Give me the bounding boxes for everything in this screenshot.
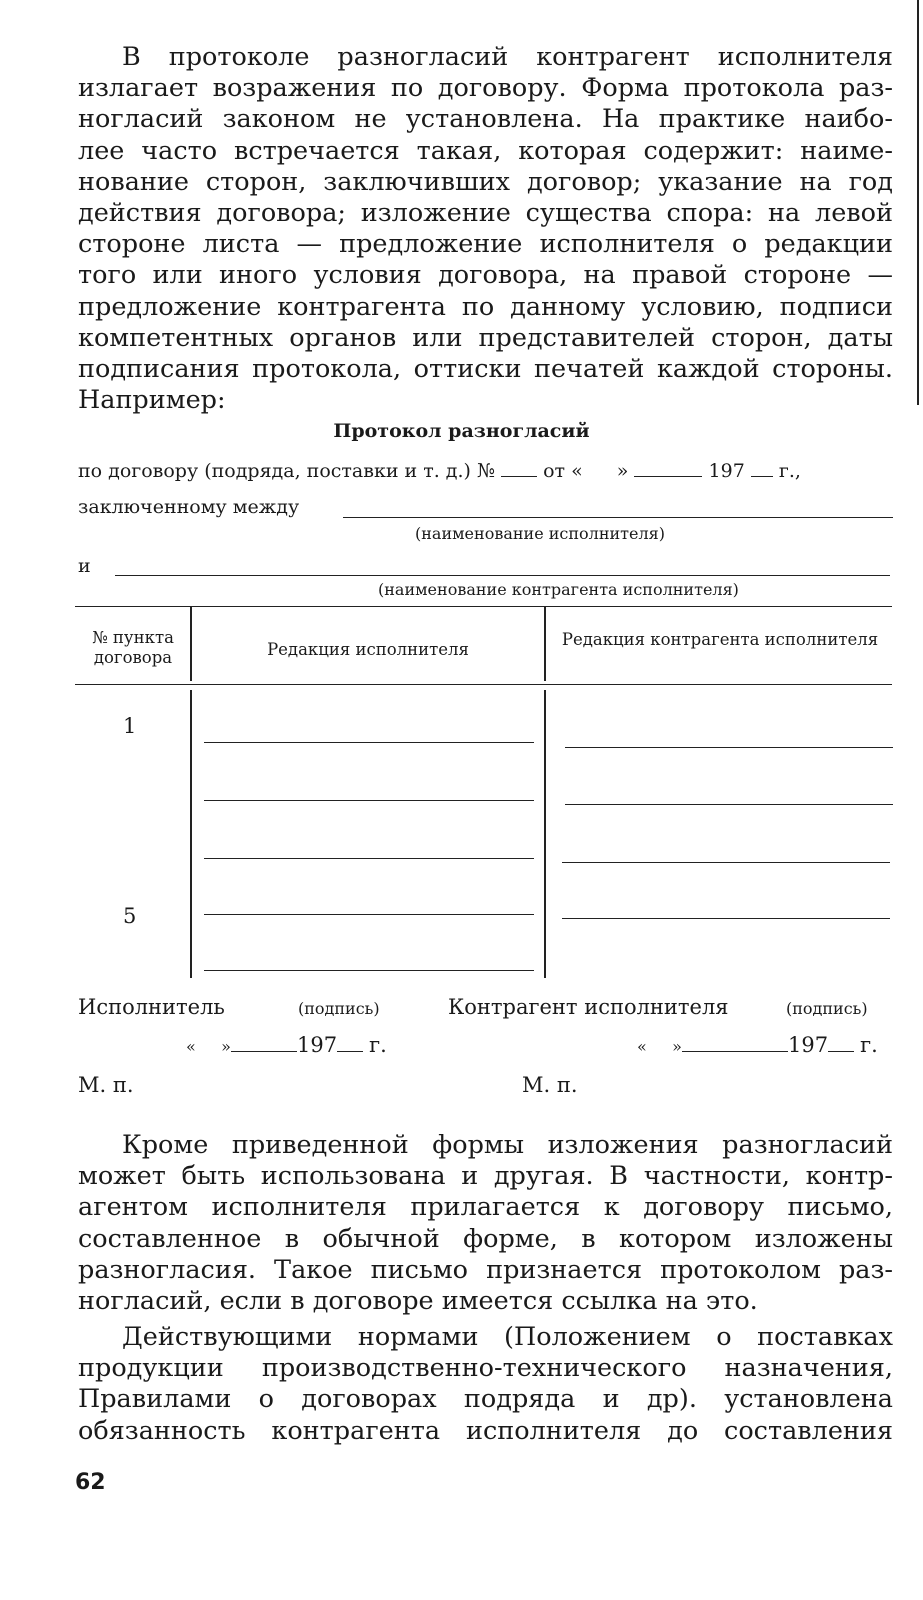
- table-header-border: [75, 684, 892, 685]
- contract-line-start: по договору (подряда, поставки и т. д.) №: [78, 460, 495, 482]
- text-line: обязанность контрагента исполнителя до составления: [78, 1415, 893, 1446]
- col-header-counterparty: Редакция контрагента исполнителя: [561, 630, 879, 649]
- table-top-border: [75, 606, 892, 607]
- text-line: ногласий, если в договоре имеется ссылка на это.: [78, 1286, 758, 1317]
- col-header-executor: Редакция исполнителя: [267, 640, 469, 659]
- text-line: агентом исполнителя прилагается к договору письмо,: [78, 1192, 893, 1223]
- table-col-divider: [544, 607, 546, 681]
- entry-line: [204, 970, 534, 971]
- text-line: лее часто встречается такая, которая содержит: наиме-: [78, 135, 893, 166]
- text-line: может быть использована и другая. В частности, контр-: [78, 1161, 893, 1192]
- text-line: продукции производственно-технического назначения,: [78, 1353, 893, 1384]
- year-blank: [751, 460, 773, 477]
- entry-line: [204, 800, 534, 801]
- text-line: В протоколе разногласий контрагент исполнителя: [122, 42, 893, 72]
- contract-line: [78, 460, 801, 482]
- executor-sign-caption: (подпись): [298, 999, 380, 1018]
- and-label: и: [78, 555, 91, 577]
- paragraph-3: [78, 1322, 893, 1447]
- intro-paragraph: [78, 42, 893, 416]
- quote-close: »: [616, 460, 629, 482]
- row-number: 5: [123, 904, 137, 928]
- executor-name-line: [343, 517, 893, 518]
- text-line: ногласий законом не установлена. На практике наибо-: [78, 104, 893, 135]
- entry-line: [204, 914, 534, 915]
- text-line: компетентных органов или представителей сторон, даты: [78, 322, 893, 353]
- contract-from-label: от «: [543, 460, 583, 482]
- paragraph-2: [78, 1130, 893, 1317]
- text-line: Например:: [78, 385, 226, 416]
- text-line: Правилами о договорах подряда и др). установлена: [78, 1384, 893, 1415]
- stamp-place-right: М. п.: [522, 1073, 578, 1097]
- entry-line: [562, 862, 890, 863]
- counterparty-date: « » 197 г.: [637, 1033, 878, 1057]
- table-col-divider: [544, 690, 546, 978]
- text-line: Кроме приведенной формы изложения разногласий: [122, 1130, 893, 1160]
- entry-line: [204, 742, 534, 743]
- text-line: нование сторон, заключивших договор; указание на год: [78, 166, 893, 197]
- text-line: того или иного условия договора, на правой стороне —: [78, 260, 893, 291]
- table-col-divider: [190, 607, 192, 681]
- year-prefix: 197: [708, 460, 745, 482]
- form-title: Протокол разногласий: [333, 420, 590, 442]
- entry-line: [565, 804, 893, 805]
- year-suffix: г.,: [778, 460, 801, 482]
- text-line: Действующими нормами (Положением о поставках: [122, 1322, 893, 1352]
- page-number: 62: [75, 1470, 106, 1495]
- executor-caption: (наименование исполнителя): [415, 524, 665, 543]
- counterparty-name-line: [115, 575, 890, 576]
- entry-line: [204, 858, 534, 859]
- scan-edge-line: [917, 0, 919, 405]
- counterparty-label: Контрагент исполнителя: [448, 995, 729, 1019]
- executor-label: Исполнитель: [78, 995, 225, 1019]
- text-line: разногласия. Такое письмо признается протоколом раз-: [78, 1254, 893, 1285]
- text-line: подписания протокола, оттиски печатей каждой стороны.: [78, 354, 893, 385]
- text-line: составленное в обычной форме, в котором изложены: [78, 1223, 893, 1254]
- text-line: излагает возражения по договору. Форма протокола раз-: [78, 73, 893, 104]
- entry-line: [565, 747, 893, 748]
- executor-date: « » 197 г.: [186, 1033, 387, 1057]
- counterparty-caption: (наименование контрагента исполнителя): [378, 580, 739, 599]
- text-line: действия договора; изложение существа спора: на левой: [78, 198, 893, 229]
- date-blank: [634, 460, 702, 477]
- entry-line: [562, 918, 890, 919]
- row-number: 1: [123, 714, 137, 738]
- stamp-place-left: М. п.: [78, 1073, 134, 1097]
- contract-number-blank: [501, 460, 537, 477]
- text-line: стороне листа — предложение исполнителя о редакции: [78, 229, 893, 260]
- concluded-between-label: заключенному между: [78, 496, 300, 518]
- col-header-clause: № пункта договора: [92, 628, 174, 667]
- table-col-divider: [190, 690, 192, 978]
- text-line: предложение контрагента по данному условию, подписи: [78, 291, 893, 322]
- counterparty-sign-caption: (подпись): [786, 999, 868, 1018]
